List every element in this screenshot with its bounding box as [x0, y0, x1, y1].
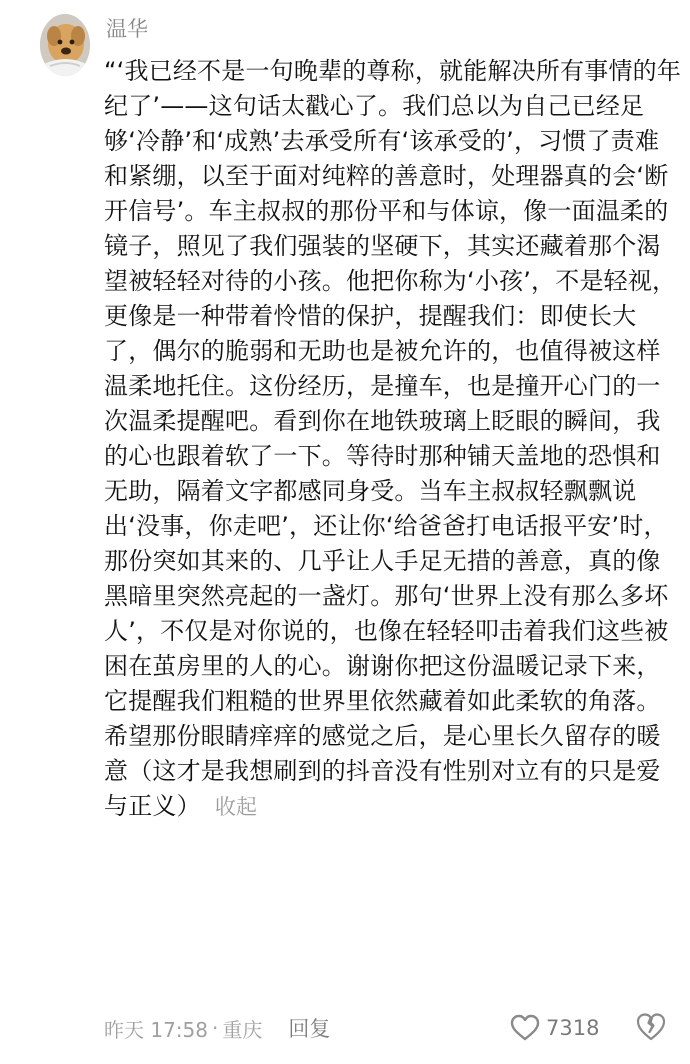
like-button[interactable] [510, 1010, 599, 1046]
avatar[interactable] [40, 14, 90, 76]
username[interactable]: 温华 [106, 17, 148, 41]
broken-heart-outline-icon [636, 1012, 666, 1042]
dislike-button[interactable] [636, 1012, 666, 1046]
comment-meta [104, 1010, 690, 1046]
meta-separator: · [212, 1016, 219, 1040]
avatar-image [40, 14, 90, 76]
comment-time: 昨天 17:58 [104, 1017, 208, 1042]
reply-button[interactable]: 回复 [288, 1017, 331, 1041]
heart-outline-icon [510, 1014, 540, 1042]
comment-text [104, 54, 682, 825]
comment-body: “‘我已经不是一句晚辈的尊称，就能解决所有事情的年纪了’——这句话太戳心了。我们总以为自己已经足够‘冷静’和‘成熟’去承受所有‘该承受的’，习惯了责难和紧绷，以至于面对纯粹的善意时，处理器真的会‘断开信号’。车主叔叔的那份平和与体谅，像一面温柔的镜子，照见了我们强装的坚硬下，其实还藏着那个渴望被轻轻对待的小孩。他把你称为‘小孩’，不是轻视，更像是一种带着怜惜的保护，提醒我们：即使长大了，偶尔的脆弱和无助也是被允许的，也值得被这样温柔地托住。这份经历，是撞车，也是撞开心门的一次温柔提醒吧。看到你在地铁玻璃上眨眼的瞬间，我的心也跟着软了一下。等待时那种铺天盖地的恐惧和无助，隔着文字都感同身受。当车主叔叔轻飘飘说出‘没事，你走吧’，还让你‘给爸爸打电话报平安’时，那份突如其来的、几乎让人手足无措的善意，真的像黑暗里突然亮起的一盏灯。那句‘世界上没有那么多坏人’，不仅是对你说的，也像在轻轻叩击着我们这些被困在茧房里的人的心。谢谢你把这份温暖记录下来，它提醒我们粗糙的世界里依然藏着如此柔软的角落。希望那份眼睛痒痒的感觉之后，是心里长久留存的暖意（这才是我想刷到的抖音没有性别对立有的只是爱与正义） [104, 57, 682, 820]
collapse-button[interactable]: 收起 [214, 795, 258, 819]
like-count: 7318 [546, 1016, 600, 1040]
comment-location: 重庆 [222, 1017, 263, 1042]
